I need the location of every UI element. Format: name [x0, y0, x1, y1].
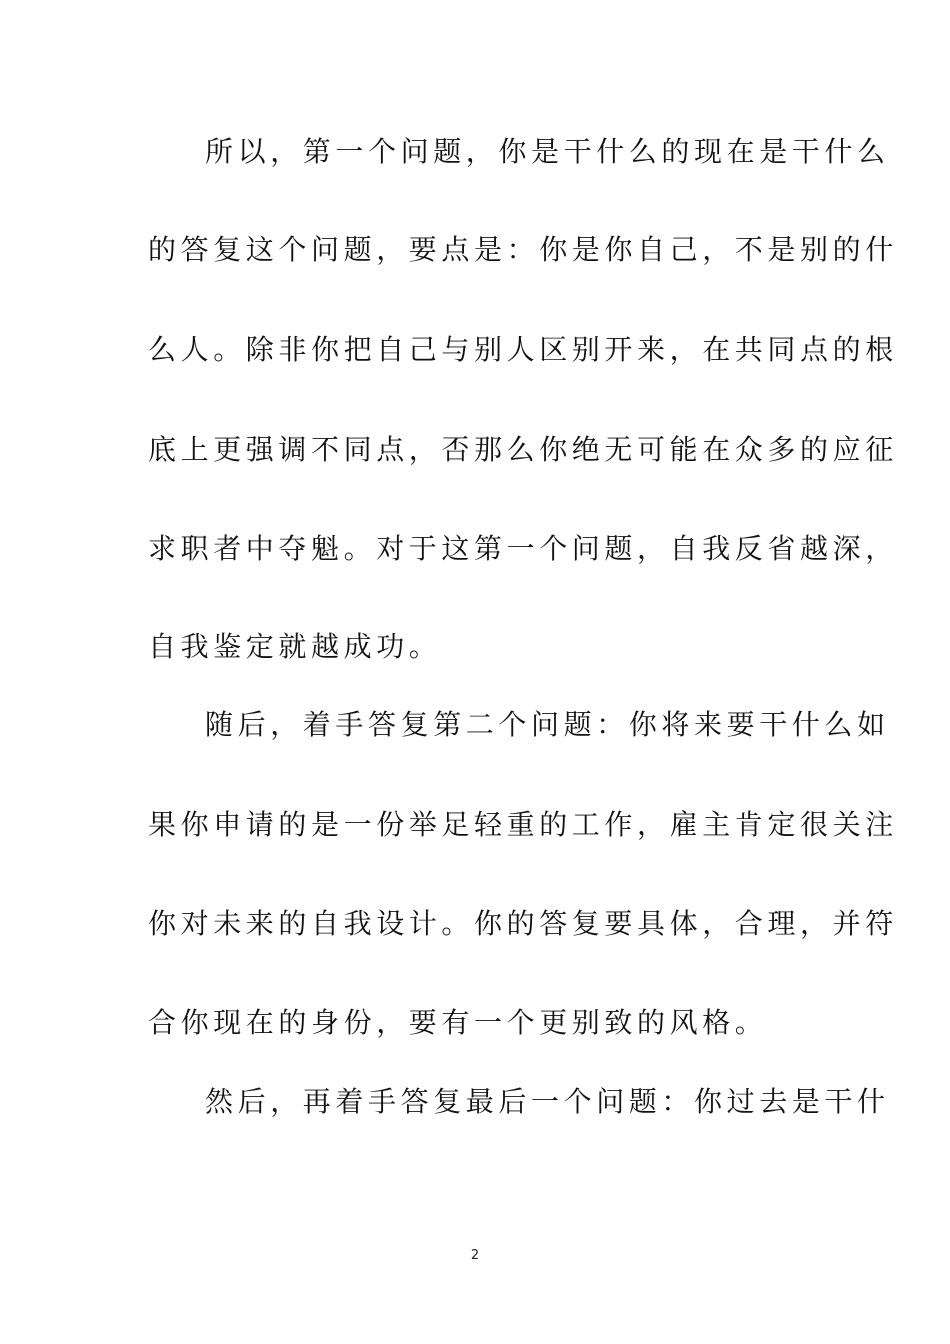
page-number: 2 — [470, 1248, 480, 1263]
paragraph-1-line-5: 求职者中夺魁。对于这第一个问题，自我反省越深， — [148, 532, 898, 565]
paragraph-1-line-3: 么人。除非你把自己与别人区别开来，在共同点的根 — [148, 333, 898, 366]
paragraph-2-line-3: 你对未来的自我设计。你的答复要具体，合理，并符 — [148, 907, 898, 940]
paragraph-2-line-4: 合你现在的身份，要有一个更别致的风格。 — [148, 1006, 768, 1039]
paragraph-1-line-1: 所以，第一个问题，你是干什么的现在是干什么 — [205, 135, 890, 168]
paragraph-2-line-1: 随后，着手答复第二个问题：你将来要干什么如 — [205, 708, 890, 741]
paragraph-3-line-1: 然后，再着手答复最后一个问题：你过去是干什 — [205, 1085, 890, 1118]
paragraph-1-line-2: 的答复这个问题，要点是：你是你自己，不是别的什 — [148, 233, 898, 266]
paragraph-2-line-2: 果你申请的是一份举足轻重的工作，雇主肯定很关注 — [148, 808, 898, 841]
paragraph-1-line-4: 底上更强调不同点，否那么你绝无可能在众多的应征 — [148, 433, 898, 466]
paragraph-1-line-6: 自我鉴定就越成功。 — [148, 630, 442, 663]
